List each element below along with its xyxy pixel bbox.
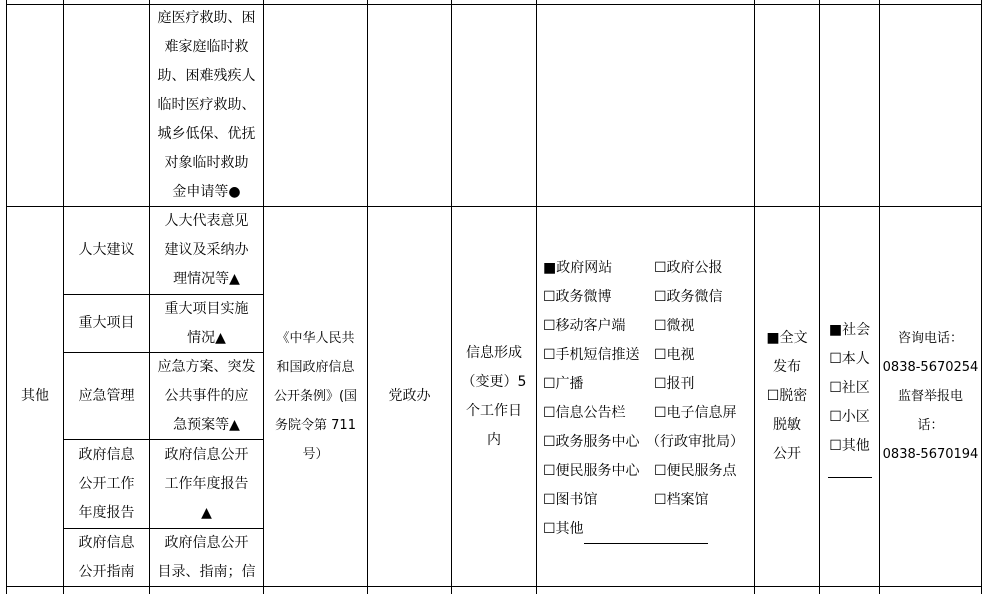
scope-other-blank bbox=[828, 461, 872, 478]
subitem-content bbox=[150, 440, 263, 528]
channel-row bbox=[543, 428, 755, 457]
channel-option: （行政审批局） bbox=[646, 434, 744, 450]
channel-row bbox=[543, 370, 755, 399]
channel-option: ☐移动客户端 bbox=[543, 318, 626, 334]
subitem-content-line: 政府信息公开 bbox=[164, 446, 249, 463]
grid-line bbox=[981, 0, 982, 594]
contact-line: 咨询电话： bbox=[897, 331, 963, 346]
channel-row bbox=[543, 341, 755, 370]
subitem-content-line: 急预案等▲ bbox=[173, 416, 240, 433]
basis-line: 号） bbox=[302, 447, 329, 462]
channel-option: ☐信息公告栏 bbox=[543, 405, 626, 421]
contact-cell bbox=[880, 207, 981, 586]
channel-option: ☐电子信息屏 bbox=[654, 405, 737, 421]
subitem-name-line: 应急管理 bbox=[78, 387, 135, 404]
subitem-content-line: 理情况等▲ bbox=[173, 271, 240, 287]
subitem-content bbox=[150, 295, 263, 352]
channel-option: ☐便民服务中心 bbox=[543, 463, 640, 479]
content-line: 难家庭临时救 bbox=[164, 39, 249, 55]
channel-option: ☐图书馆 bbox=[543, 492, 598, 508]
time-limit-line: 信息形成 bbox=[465, 344, 522, 361]
content-line: 金申请等● bbox=[172, 184, 241, 200]
channel-option: ☐广播 bbox=[543, 376, 584, 392]
grid-line bbox=[6, 586, 982, 587]
subitem-name bbox=[64, 529, 149, 586]
content-line: 临时医疗救助、 bbox=[157, 97, 256, 113]
disclosure-mode-line: 公开 bbox=[772, 446, 801, 462]
category-cell bbox=[7, 207, 63, 586]
time-limit-cell bbox=[452, 207, 536, 586]
time-limit-line: （变更）5 bbox=[461, 373, 527, 390]
contact-line: 监督举报电 bbox=[897, 389, 963, 404]
disclosure-mode-cell bbox=[755, 207, 819, 586]
disclosure-scope-line: ■社会 bbox=[828, 321, 871, 338]
content-line: 城乡低保、优抚 bbox=[157, 126, 256, 142]
subitem-name-line: 人大建议 bbox=[78, 242, 135, 258]
channel-option: ☐手机短信推送 bbox=[543, 347, 640, 363]
subitem-content bbox=[150, 353, 263, 439]
top-row-content bbox=[150, 5, 263, 206]
basis-cell bbox=[264, 207, 367, 586]
subitem-content-line: 应急方案、突发 bbox=[157, 358, 256, 375]
basis-line: 《中华人民共 bbox=[276, 331, 355, 346]
channel-option: ☐便民服务点 bbox=[654, 463, 737, 479]
channel-option: ☐政务微信 bbox=[654, 289, 723, 305]
subitem-content-line: 人大代表意见 bbox=[164, 213, 249, 229]
subitem-content bbox=[150, 529, 263, 586]
disclosure-mode-line: ■全文 bbox=[766, 330, 808, 346]
subject-cell bbox=[368, 207, 451, 586]
contact-line: 话： bbox=[917, 418, 944, 433]
disclosure-scope-line: ☐小区 bbox=[829, 408, 870, 425]
channel-row bbox=[543, 486, 755, 515]
channel-row bbox=[543, 283, 755, 312]
subitem-name bbox=[64, 353, 149, 439]
contact-line: 0838-5670254 bbox=[882, 360, 979, 375]
channel-row bbox=[543, 457, 755, 486]
disclosure-mode-line: 脱敏 bbox=[772, 417, 801, 433]
channel-row bbox=[543, 254, 755, 283]
subitem-content-line: 情况▲ bbox=[187, 329, 226, 346]
subitem-content-line: 目录、指南；信 bbox=[157, 563, 256, 580]
disclosure-scope-cell bbox=[820, 207, 879, 586]
time-limit-line: 个工作日 bbox=[465, 402, 522, 419]
subject-label: 党政办 bbox=[388, 388, 431, 404]
subitem-name-line: 公开工作 bbox=[78, 475, 135, 492]
channel-other-blank bbox=[584, 527, 708, 544]
basis-line: 和国政府信息 bbox=[276, 360, 355, 375]
subitem-name-line: 政府信息 bbox=[78, 446, 135, 463]
channel-option: ☐微视 bbox=[654, 318, 695, 334]
category-label: 其他 bbox=[21, 388, 49, 404]
subitem-content-line: ▲ bbox=[201, 504, 212, 521]
grid-line bbox=[536, 0, 537, 594]
subitem-name-line: 重大项目 bbox=[78, 315, 135, 331]
basis-line: 务院令第 711 bbox=[275, 418, 356, 433]
channel-row bbox=[543, 399, 755, 428]
channel-option: ■政府网站 bbox=[543, 260, 613, 276]
subitem-content-line: 建议及采纳办 bbox=[164, 242, 249, 258]
content-line: 对象临时救助 bbox=[164, 155, 249, 171]
contact-line: 0838-5670194 bbox=[882, 447, 979, 462]
subitem-name bbox=[64, 440, 149, 528]
disclosure-scope-line: ☐本人 bbox=[829, 350, 870, 367]
content-line: 助、困难残疾人 bbox=[157, 68, 256, 84]
subitem-content-line: 重大项目实施 bbox=[164, 300, 249, 317]
channel-option: ☐电视 bbox=[654, 347, 695, 363]
subitem-content bbox=[150, 207, 263, 294]
disclosure-mode-line: 发布 bbox=[772, 359, 801, 375]
channel-option: ☐报刊 bbox=[654, 376, 695, 392]
subitem-content-line: 公共事件的应 bbox=[164, 387, 249, 404]
channel-other-option: ☐其他 bbox=[543, 521, 584, 537]
subitem-name-line: 政府信息 bbox=[78, 534, 135, 551]
subitem-content-line: 政府信息公开 bbox=[164, 534, 249, 551]
channel-option: ☐档案馆 bbox=[654, 492, 709, 508]
subitem-name-line: 年度报告 bbox=[78, 504, 135, 521]
subitem-content-line: 工作年度报告 bbox=[164, 475, 249, 492]
time-limit-line: 内 bbox=[486, 431, 501, 448]
channel-option: ☐政务微博 bbox=[543, 289, 612, 305]
subitem-name bbox=[64, 207, 149, 294]
basis-line: 公开条例》(国 bbox=[273, 389, 358, 404]
content-line: 庭医疗救助、困 bbox=[157, 10, 256, 26]
disclosure-scope-line: ☐其他 bbox=[829, 437, 870, 454]
disclosure-mode-line: ☐脱密 bbox=[766, 388, 808, 404]
channel-option: ☐政府公报 bbox=[654, 260, 723, 276]
channel-option: ☐政务服务中心 bbox=[543, 434, 640, 450]
channel-row bbox=[543, 515, 708, 544]
channel-row bbox=[543, 312, 755, 341]
subitem-name-line: 公开指南 bbox=[78, 563, 135, 580]
subitem-name bbox=[64, 295, 149, 352]
disclosure-scope-line: ☐社区 bbox=[829, 379, 870, 396]
